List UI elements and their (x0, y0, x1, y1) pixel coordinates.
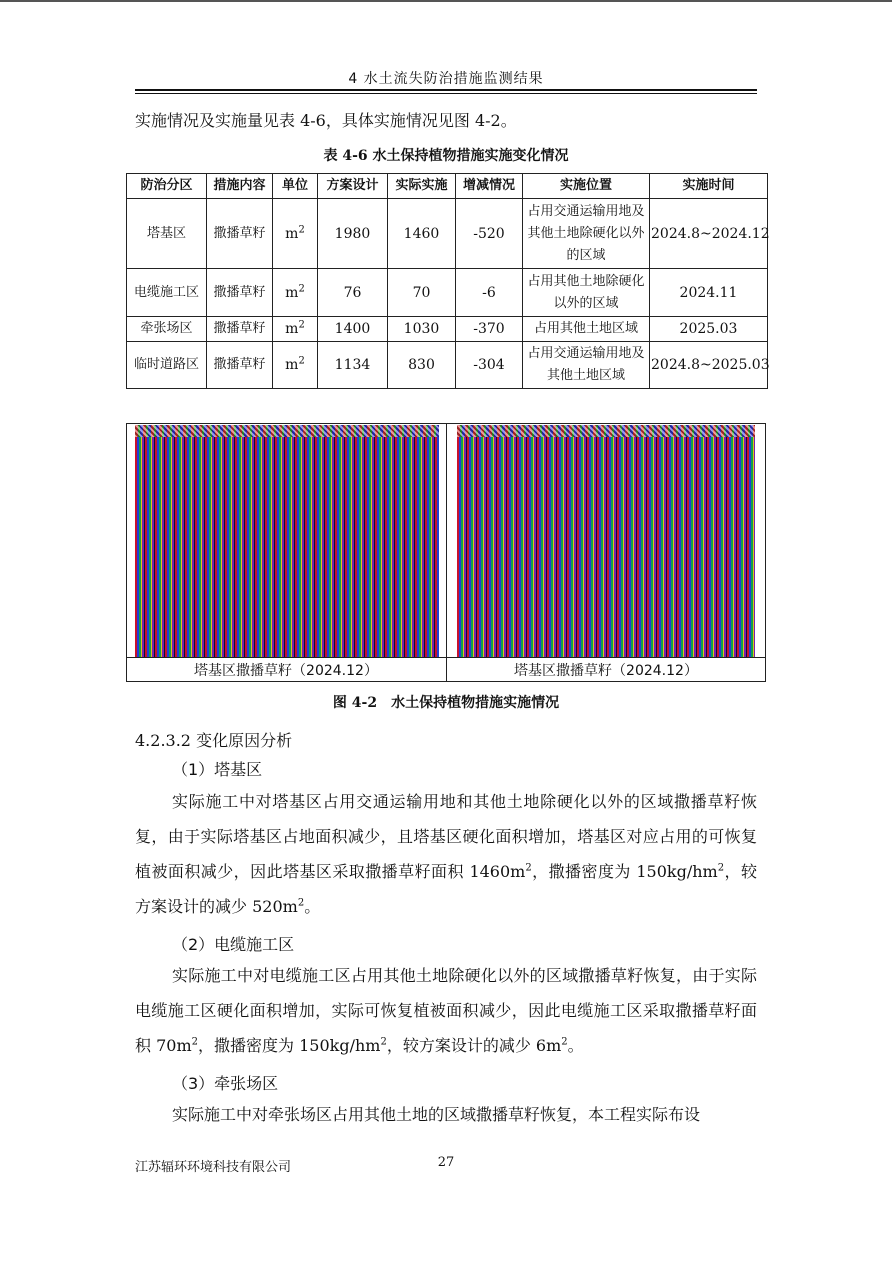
table-row (127, 342, 768, 389)
col-header-location: 实施位置 (523, 174, 650, 199)
grass-seeding-photo-right (457, 425, 755, 657)
cell-time: 2024.8~2024.12 (650, 199, 768, 269)
grass-seeding-photo-left (135, 425, 439, 657)
col-header-measure: 措施内容 (207, 174, 273, 199)
col-header-zone: 防治分区 (127, 174, 207, 199)
cell-change: -370 (456, 317, 523, 342)
paragraph-tower-base: 实际施工中对塔基区占用交通运输用地和其他土地除硬化以外的区域撒播草籽恢复，由于实际塔基区占地面积减少，且塔基区硬化面积增加，塔基区对应占用的可恢复植被面积减少，因此塔基区采取撒播草籽面积 $1460m^2$，撒播密度为 $150kg/hm^2$，较方案设计的减少 $520m^2$。 (135, 792, 757, 916)
cell-design: 76 (318, 269, 388, 317)
figure-divider (446, 423, 447, 682)
cell-unit: $m^2$ (273, 269, 318, 317)
col-header-actual: 实际实施 (388, 174, 456, 199)
cell-change: -520 (456, 199, 523, 269)
cell-unit: $m^2$ (273, 342, 318, 389)
item-title-tension-field: （3）牵张场区 (172, 1074, 279, 1093)
section-heading: 4.2.3.2 变化原因分析 (135, 731, 293, 750)
page-number: 27 (437, 1155, 455, 1170)
cell-design: 1980 (318, 199, 388, 269)
cell-actual: 1030 (388, 317, 456, 342)
paragraph-cable-area: 实际施工中对电缆施工区占用其他土地除硬化以外的区域撒播草籽恢复，由于实际电缆施工区硬化面积增加，实际可恢复植被面积减少，因此电缆施工区采取撒播草籽面积 $70m^2$，撒播密度为 $150kg/hm^2$，较方案设计的减少 $6m^2$。 (135, 966, 757, 1055)
cell-measure: 撒播草籽 (207, 269, 273, 317)
cell-location: 占用交通运输用地及其他土地区域 (523, 342, 650, 389)
cell-zone: 电缆施工区 (127, 269, 207, 317)
cell-unit: $m^2$ (273, 317, 318, 342)
cell-measure: 撒播草籽 (207, 199, 273, 269)
cell-actual: 1460 (388, 199, 456, 269)
table-row (127, 269, 768, 317)
col-header-design: 方案设计 (318, 174, 388, 199)
vegetation-measures-table (126, 173, 768, 389)
intro-text: 实施情况及实施量见表 4-6，具体实施情况见图 4-2。 (135, 111, 517, 130)
cell-measure: 撒播草籽 (207, 342, 273, 389)
item-title-tower-base: （1）塔基区 (172, 760, 263, 779)
header-rule-thin (135, 93, 757, 94)
cell-design: 1134 (318, 342, 388, 389)
cell-actual: 830 (388, 342, 456, 389)
cell-unit: $m^2$ (273, 199, 318, 269)
table-header-row (127, 174, 768, 199)
paragraph-tension-field: 实际施工中对牵张场区占用其他土地的区域撒播草籽恢复，本工程实际布设 (172, 1105, 701, 1124)
cell-time: 2024.8~2025.03 (650, 342, 768, 389)
running-header: 4 水土流失防治措施监测结果 (348, 71, 544, 87)
cell-design: 1400 (318, 317, 388, 342)
cell-change: -6 (456, 269, 523, 317)
figure-caption-rule (126, 657, 766, 658)
header-rule-thick (135, 89, 757, 91)
cell-time: 2025.03 (650, 317, 768, 342)
col-header-change: 增减情况 (456, 174, 523, 199)
cell-time: 2024.11 (650, 269, 768, 317)
cell-zone: 牵张场区 (127, 317, 207, 342)
cell-change: -304 (456, 342, 523, 389)
page-top-edge (0, 0, 892, 2)
footer-company: 江苏辐环环境科技有限公司 (135, 1160, 292, 1175)
col-header-unit: 单位 (273, 174, 318, 199)
figure-caption: 图 4-2 水土保持植物措施实施情况 (332, 695, 560, 711)
table-title: 表 4-6 水土保持植物措施实施变化情况 (323, 148, 569, 164)
cell-actual: 70 (388, 269, 456, 317)
table-row (127, 317, 768, 342)
cell-measure: 撒播草籽 (207, 317, 273, 342)
cell-location: 占用其他土地除硬化以外的区域 (523, 269, 650, 317)
photo-caption-right: 塔基区撒播草籽（2024.12） (514, 663, 698, 679)
cell-location: 占用交通运输用地及其他土地除硬化以外的区域 (523, 199, 650, 269)
cell-zone: 塔基区 (127, 199, 207, 269)
cell-location: 占用其他土地区域 (523, 317, 650, 342)
photo-caption-left: 塔基区撒播草籽（2024.12） (194, 663, 378, 679)
item-title-cable-area: （2）电缆施工区 (172, 935, 295, 954)
table-row (127, 199, 768, 269)
col-header-time: 实施时间 (650, 174, 768, 199)
cell-zone: 临时道路区 (127, 342, 207, 389)
